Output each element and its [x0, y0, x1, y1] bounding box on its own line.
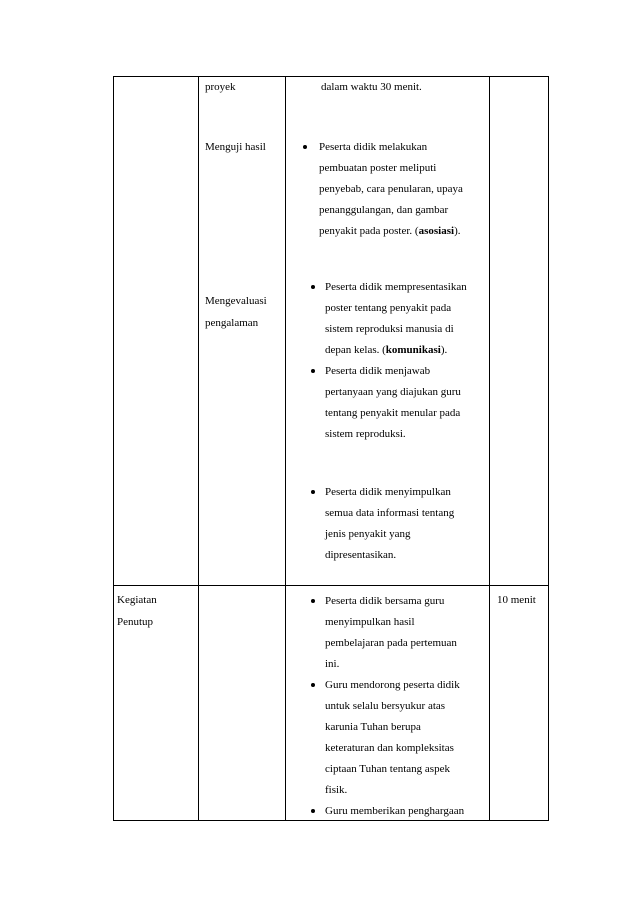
column-divider-2: [285, 76, 286, 821]
table-right-border: [548, 76, 549, 821]
closing-bullet1-line: pembelajaran pada pertemuan: [325, 637, 457, 649]
closing-bullet1-line: Peserta didik bersama guru: [325, 595, 445, 607]
bullet3-line: Peserta didik menjawab: [325, 365, 431, 377]
row-divider: [113, 585, 549, 586]
bullet4-line: dipresentasikan.: [325, 549, 397, 561]
activity-mengevaluasi: Mengevaluasi: [205, 295, 267, 307]
activity-menguji-hasil: Menguji hasil: [205, 141, 266, 153]
closing-bullet2-line: untuk selalu bersyukur atas: [325, 700, 446, 712]
table-left-border: [113, 76, 114, 821]
bullet-icon: [311, 369, 315, 373]
section-label-kegiatan: Kegiatan: [117, 594, 157, 606]
bullet2-line: Peserta didik mempresentasikan: [325, 281, 467, 293]
bullet-icon: [311, 809, 315, 813]
text-run: ).: [440, 344, 448, 356]
bullet3-line: tentang penyakit menular pada: [325, 407, 461, 419]
closing-bullet1-line: menyimpulkan hasil: [325, 616, 415, 628]
bullet1-line: pembuatan poster meliputi: [319, 162, 437, 174]
bold-keyword-asosiasi: asosiasi: [418, 225, 455, 237]
column-divider-1: [198, 76, 199, 821]
closing-bullet1-line: ini.: [325, 658, 340, 670]
bullet4-line: semua data informasi tentang: [325, 507, 455, 519]
bullet1-line: penyebab, cara penularan, upaya: [319, 183, 463, 195]
bullet-icon: [311, 285, 315, 289]
closing-bullet2-line: keteraturan dan kompleksitas: [325, 742, 454, 754]
bullet3-line: sistem reproduksi.: [325, 428, 406, 440]
bullet3-line: pertanyaan yang diajukan guru: [325, 386, 461, 398]
bullet4-line: jenis penyakit yang: [325, 528, 411, 540]
bullet4-line: Peserta didik menyimpulkan: [325, 486, 451, 498]
bullet2-last-line: [325, 340, 447, 360]
bullet1-line: Peserta didik melakukan: [319, 141, 428, 153]
text-run: penyakit pada poster. (: [319, 225, 419, 237]
activity-pengalaman: pengalaman: [205, 317, 259, 329]
section-label-penutup: Penutup: [117, 616, 154, 628]
duration-label: 10 menit: [497, 594, 536, 606]
bullet2-line: sistem reproduksi manusia di: [325, 323, 454, 335]
closing-bullet3-line: Guru memberikan penghargaan: [325, 805, 465, 817]
intro-line: dalam waktu 30 menit.: [321, 81, 422, 93]
bullet-icon: [311, 683, 315, 687]
closing-bullet2-line: ciptaan Tuhan tentang aspek: [325, 763, 450, 775]
bold-keyword-komunikasi: komunikasi: [385, 344, 441, 356]
text-run: ).: [454, 225, 461, 237]
closing-bullet2-line: Guru mendorong peserta didik: [325, 679, 460, 691]
bullet-icon: [311, 599, 315, 603]
activity-proyek: proyek: [205, 81, 236, 93]
bullet2-line: poster tentang penyakit pada: [325, 302, 452, 314]
closing-bullet2-line: karunia Tuhan berupa: [325, 721, 421, 733]
text-run: depan kelas. (: [325, 344, 386, 356]
column-divider-3: [489, 76, 490, 821]
bullet-icon: [311, 490, 315, 494]
bullet1-line: penanggulangan, dan gambar: [319, 204, 449, 216]
bullet1-last-line: [319, 221, 460, 241]
closing-bullet2-line: fisik.: [325, 784, 348, 796]
bullet-icon: [303, 145, 307, 149]
